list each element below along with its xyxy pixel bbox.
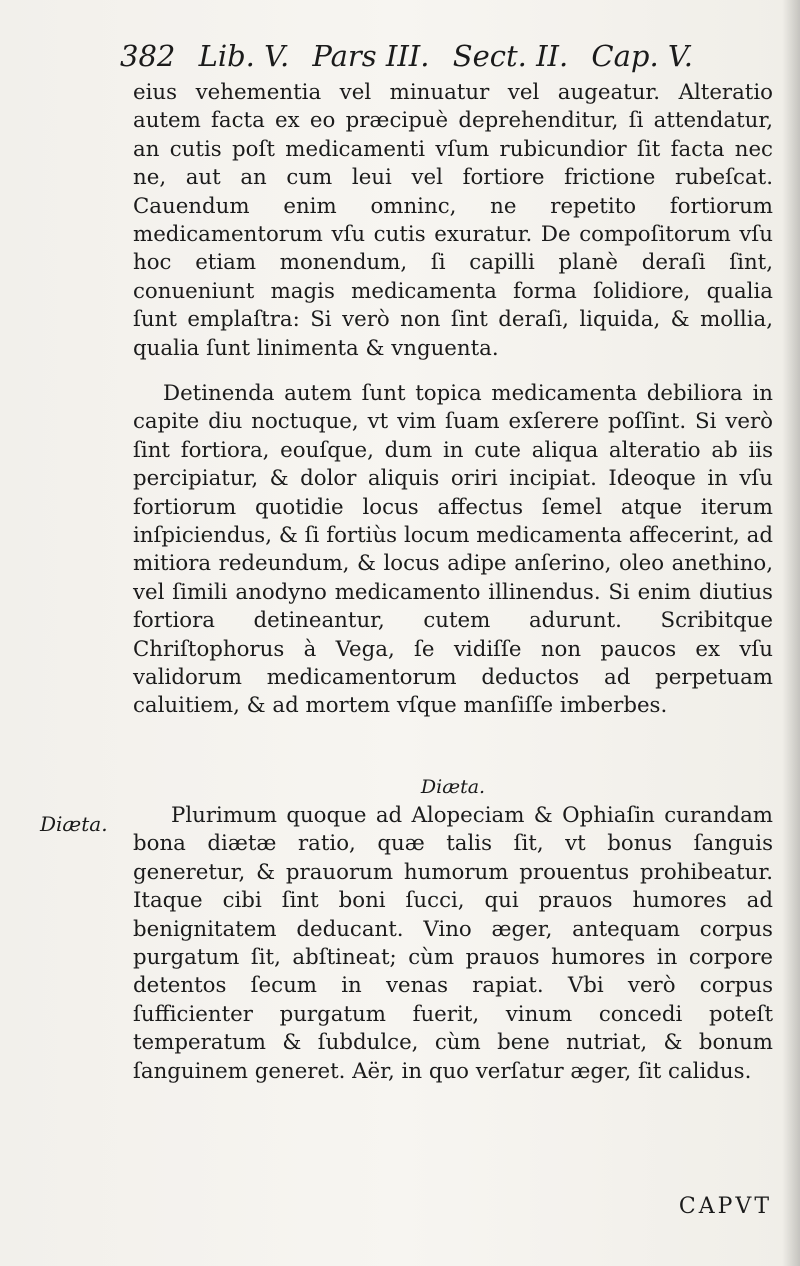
header-chapter: Cap. V. — [591, 39, 693, 73]
section-subheading: Diæta. — [420, 776, 486, 798]
header-section: Sect. II. — [452, 39, 569, 73]
paragraph-3: Plurimum quoque ad Alopeciam & Ophiaſin curandam bona diætæ ratio, quæ talis ſit, vt bonus ſanguis generetur, & prauorum humorum prouentus prohibeatur. Itaque cibi ſint boni ſucci, qui prauos humores ad benignitatem deducant. Vino æger, antequam corpus purgatum ſit, abſtineat; cùm prauos humores in corpore detentos ſecum in venas rapiat. Vbi verò corpus ſufficienter purgatum fuerit, vinum concedi poteſt temperatum & ſubdulce, cùm bene nutriat, & bonum ſanguinem generet. Aër, in quo verſatur æger, ſit calidus. — [133, 803, 773, 1084]
page-number: 382 — [120, 39, 176, 73]
margin-note: Diæta. — [40, 812, 108, 836]
paragraph-1: eius vehementia vel minuatur vel augeatur. Alteratio autem facta ex eo præcipuè deprehenditur, ſi attendatur, an cutis poſt medicamenti vſum rubicundior ſit facta nec ne, aut an cum leui vel fortiore frictione rubeſcat. Cauendum enim omninc, ne repetito fortiorum medicamentorum vſu cutis exuratur. De compoſitorum vſu hoc etiam monendum, ſi capilli planè deraſi ſint, conueniunt magis medicamenta forma ſolidiore, qualia ſunt emplaſtra: Si verò non ſint deraſi, liquida, & mollia, qualia ſunt linimenta & vnguenta. — [133, 80, 773, 361]
catchword: CAPVT — [678, 1194, 772, 1219]
running-header — [120, 36, 780, 76]
header-book: Lib. V. — [198, 39, 290, 73]
page-edge-shadow — [782, 0, 800, 1266]
header-part: Pars III. — [312, 39, 430, 73]
paragraph-2: Detinenda autem ſunt topica medicamenta debiliora in capite diu noctuque, vt vim ſuam exſerere poſſint. Si verò ſint fortiora, eouſque, dum in cute aliqua alteratio ab iis percipiatur, & dolor aliquis oriri incipiat. Ideoque in vſu fortiorum quotidie locus affectus ſemel atque iterum inſpiciendus, & ſi fortiùs locum medicamenta affecerint, ad mitiora redeundum, & locus adipe anſerino, oleo anethino, vel ſimili anodyno medicamento illinendus. Si enim diutius fortiora detineantur, cutem adurunt. Scribitque Chriſtophorus à Vega, ſe vidiſſe non paucos ex vſu validorum medicamentorum deductos ad perpetuam caluitiem, & ad mortem vſque manſiſſe imberbes. — [133, 381, 773, 719]
